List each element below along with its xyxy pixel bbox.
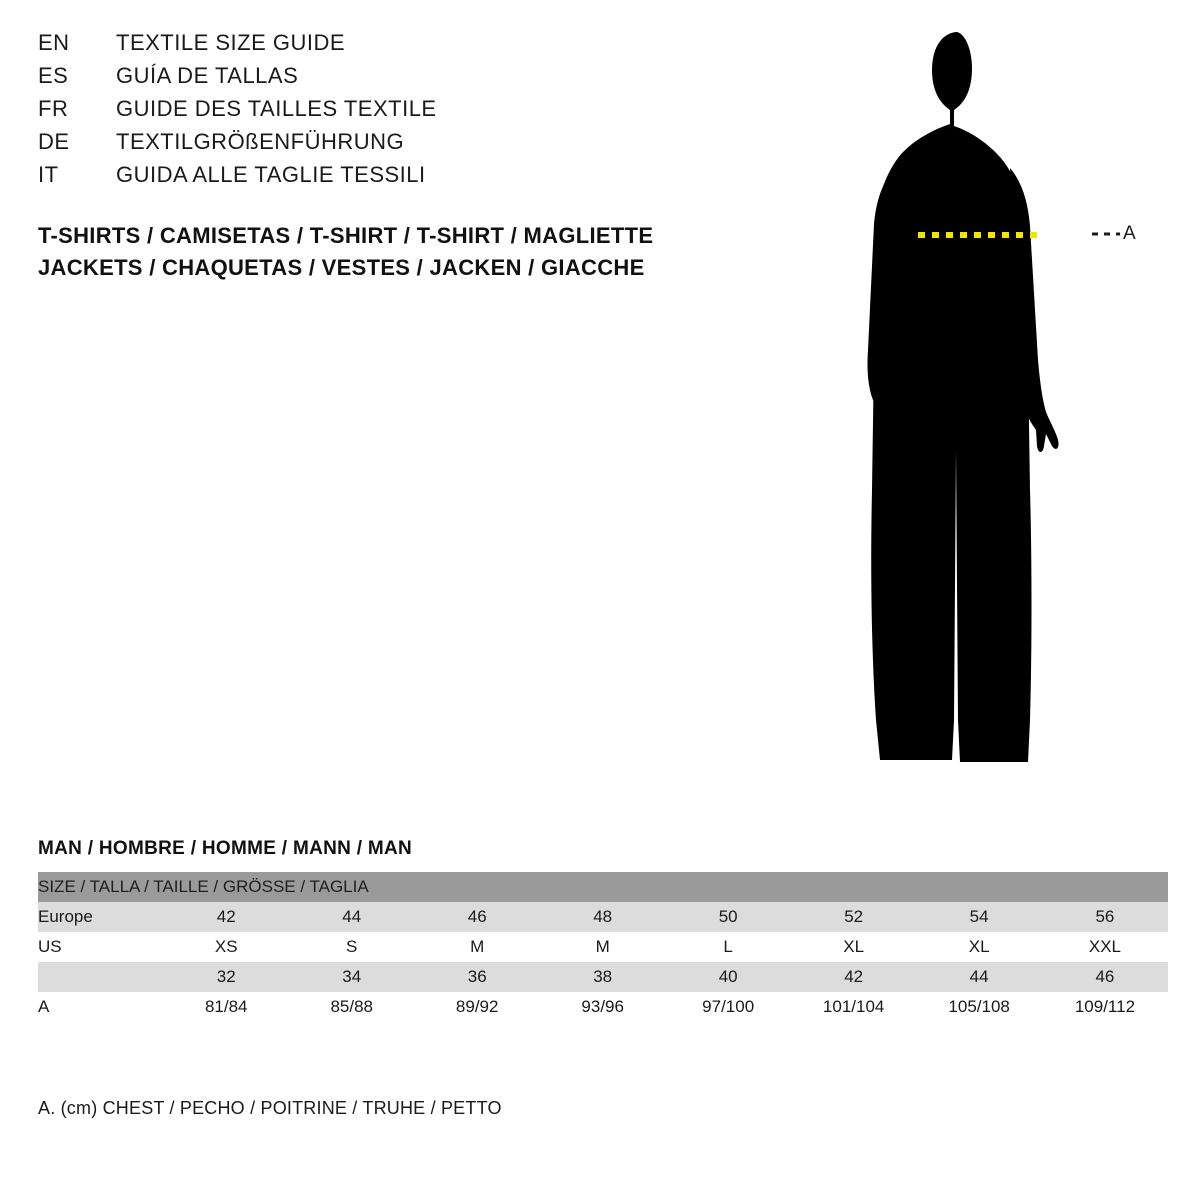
cell-a-4: 97/100 [665, 992, 790, 1022]
table-header-row [38, 872, 1168, 902]
cell-numeric-3: 38 [540, 962, 665, 992]
cell-a-3: 93/96 [540, 992, 665, 1022]
cell-us-3: M [540, 932, 665, 962]
cell-us-7: XXL [1042, 932, 1168, 962]
row-label-a: A [38, 992, 163, 1022]
body-silhouette-figure [820, 20, 1180, 790]
language-row-es [38, 63, 758, 96]
cell-numeric-2: 36 [414, 962, 539, 992]
cell-europe-2: 46 [414, 902, 539, 932]
size-table-section [38, 838, 1168, 1022]
table-header-label: SIZE / TALLA / TAILLE / GRÖSSE / TAGLIA [38, 872, 1168, 902]
cell-europe-3: 48 [540, 902, 665, 932]
male-silhouette-shape [868, 32, 1059, 762]
language-header-block [38, 30, 758, 195]
cell-numeric-7: 46 [1042, 962, 1168, 992]
table-row [38, 902, 1168, 932]
cell-a-5: 101/104 [791, 992, 916, 1022]
cell-a-7: 109/112 [1042, 992, 1168, 1022]
cell-us-2: M [414, 932, 539, 962]
table-row [38, 962, 1168, 992]
cell-us-6: XL [916, 932, 1041, 962]
cell-us-1: S [289, 932, 414, 962]
language-title-es: GUÍA DE TALLAS [116, 63, 299, 88]
language-code-en: EN [38, 30, 70, 55]
language-title-fr: GUIDE DES TAILLES TEXTILE [116, 96, 437, 121]
cell-us-4: L [665, 932, 790, 962]
language-row-it [38, 162, 758, 195]
cell-numeric-5: 42 [791, 962, 916, 992]
size-table [38, 872, 1168, 1022]
row-label-numeric [38, 962, 163, 992]
cell-numeric-6: 44 [916, 962, 1041, 992]
table-group-title: MAN / HOMBRE / HOMME / MANN / MAN [38, 838, 413, 859]
cell-europe-4: 50 [665, 902, 790, 932]
row-label-europe: Europe [38, 902, 163, 932]
language-row-fr [38, 96, 758, 129]
table-row [38, 992, 1168, 1022]
cell-a-6: 105/108 [916, 992, 1041, 1022]
language-code-de: DE [38, 129, 70, 154]
cell-numeric-4: 40 [665, 962, 790, 992]
cell-us-5: XL [791, 932, 916, 962]
language-title-it: GUIDA ALLE TAGLIE TESSILI [116, 162, 426, 187]
cell-us-0: XS [163, 932, 288, 962]
cell-europe-1: 44 [289, 902, 414, 932]
language-code-fr: FR [38, 96, 69, 121]
language-row-en [38, 30, 758, 63]
cell-a-0: 81/84 [163, 992, 288, 1022]
cell-europe-6: 54 [916, 902, 1041, 932]
silhouette-svg [820, 20, 1180, 790]
table-row [38, 932, 1168, 962]
language-code-es: ES [38, 63, 69, 88]
cell-europe-0: 42 [163, 902, 288, 932]
cell-europe-7: 56 [1042, 902, 1168, 932]
category-block [38, 220, 798, 284]
chest-footnote: A. (cm) CHEST / PECHO / POITRINE / TRUHE / PETTO [38, 1098, 502, 1118]
language-row-de [38, 129, 758, 162]
cell-numeric-0: 32 [163, 962, 288, 992]
category-tshirts: T-SHIRTS / CAMISETAS / T-SHIRT / T-SHIRT / MAGLIETTE [38, 223, 654, 248]
language-code-it: IT [38, 162, 59, 187]
cell-europe-5: 52 [791, 902, 916, 932]
language-title-de: TEXTILGRÖßENFÜHRUNG [116, 129, 405, 154]
chest-callout-label: A [1123, 223, 1136, 244]
row-label-us: US [38, 932, 163, 962]
cell-a-1: 85/88 [289, 992, 414, 1022]
category-jackets: JACKETS / CHAQUETAS / VESTES / JACKEN / GIACCHE [38, 255, 645, 280]
cell-numeric-1: 34 [289, 962, 414, 992]
language-title-en: TEXTILE SIZE GUIDE [116, 30, 346, 55]
cell-a-2: 89/92 [414, 992, 539, 1022]
